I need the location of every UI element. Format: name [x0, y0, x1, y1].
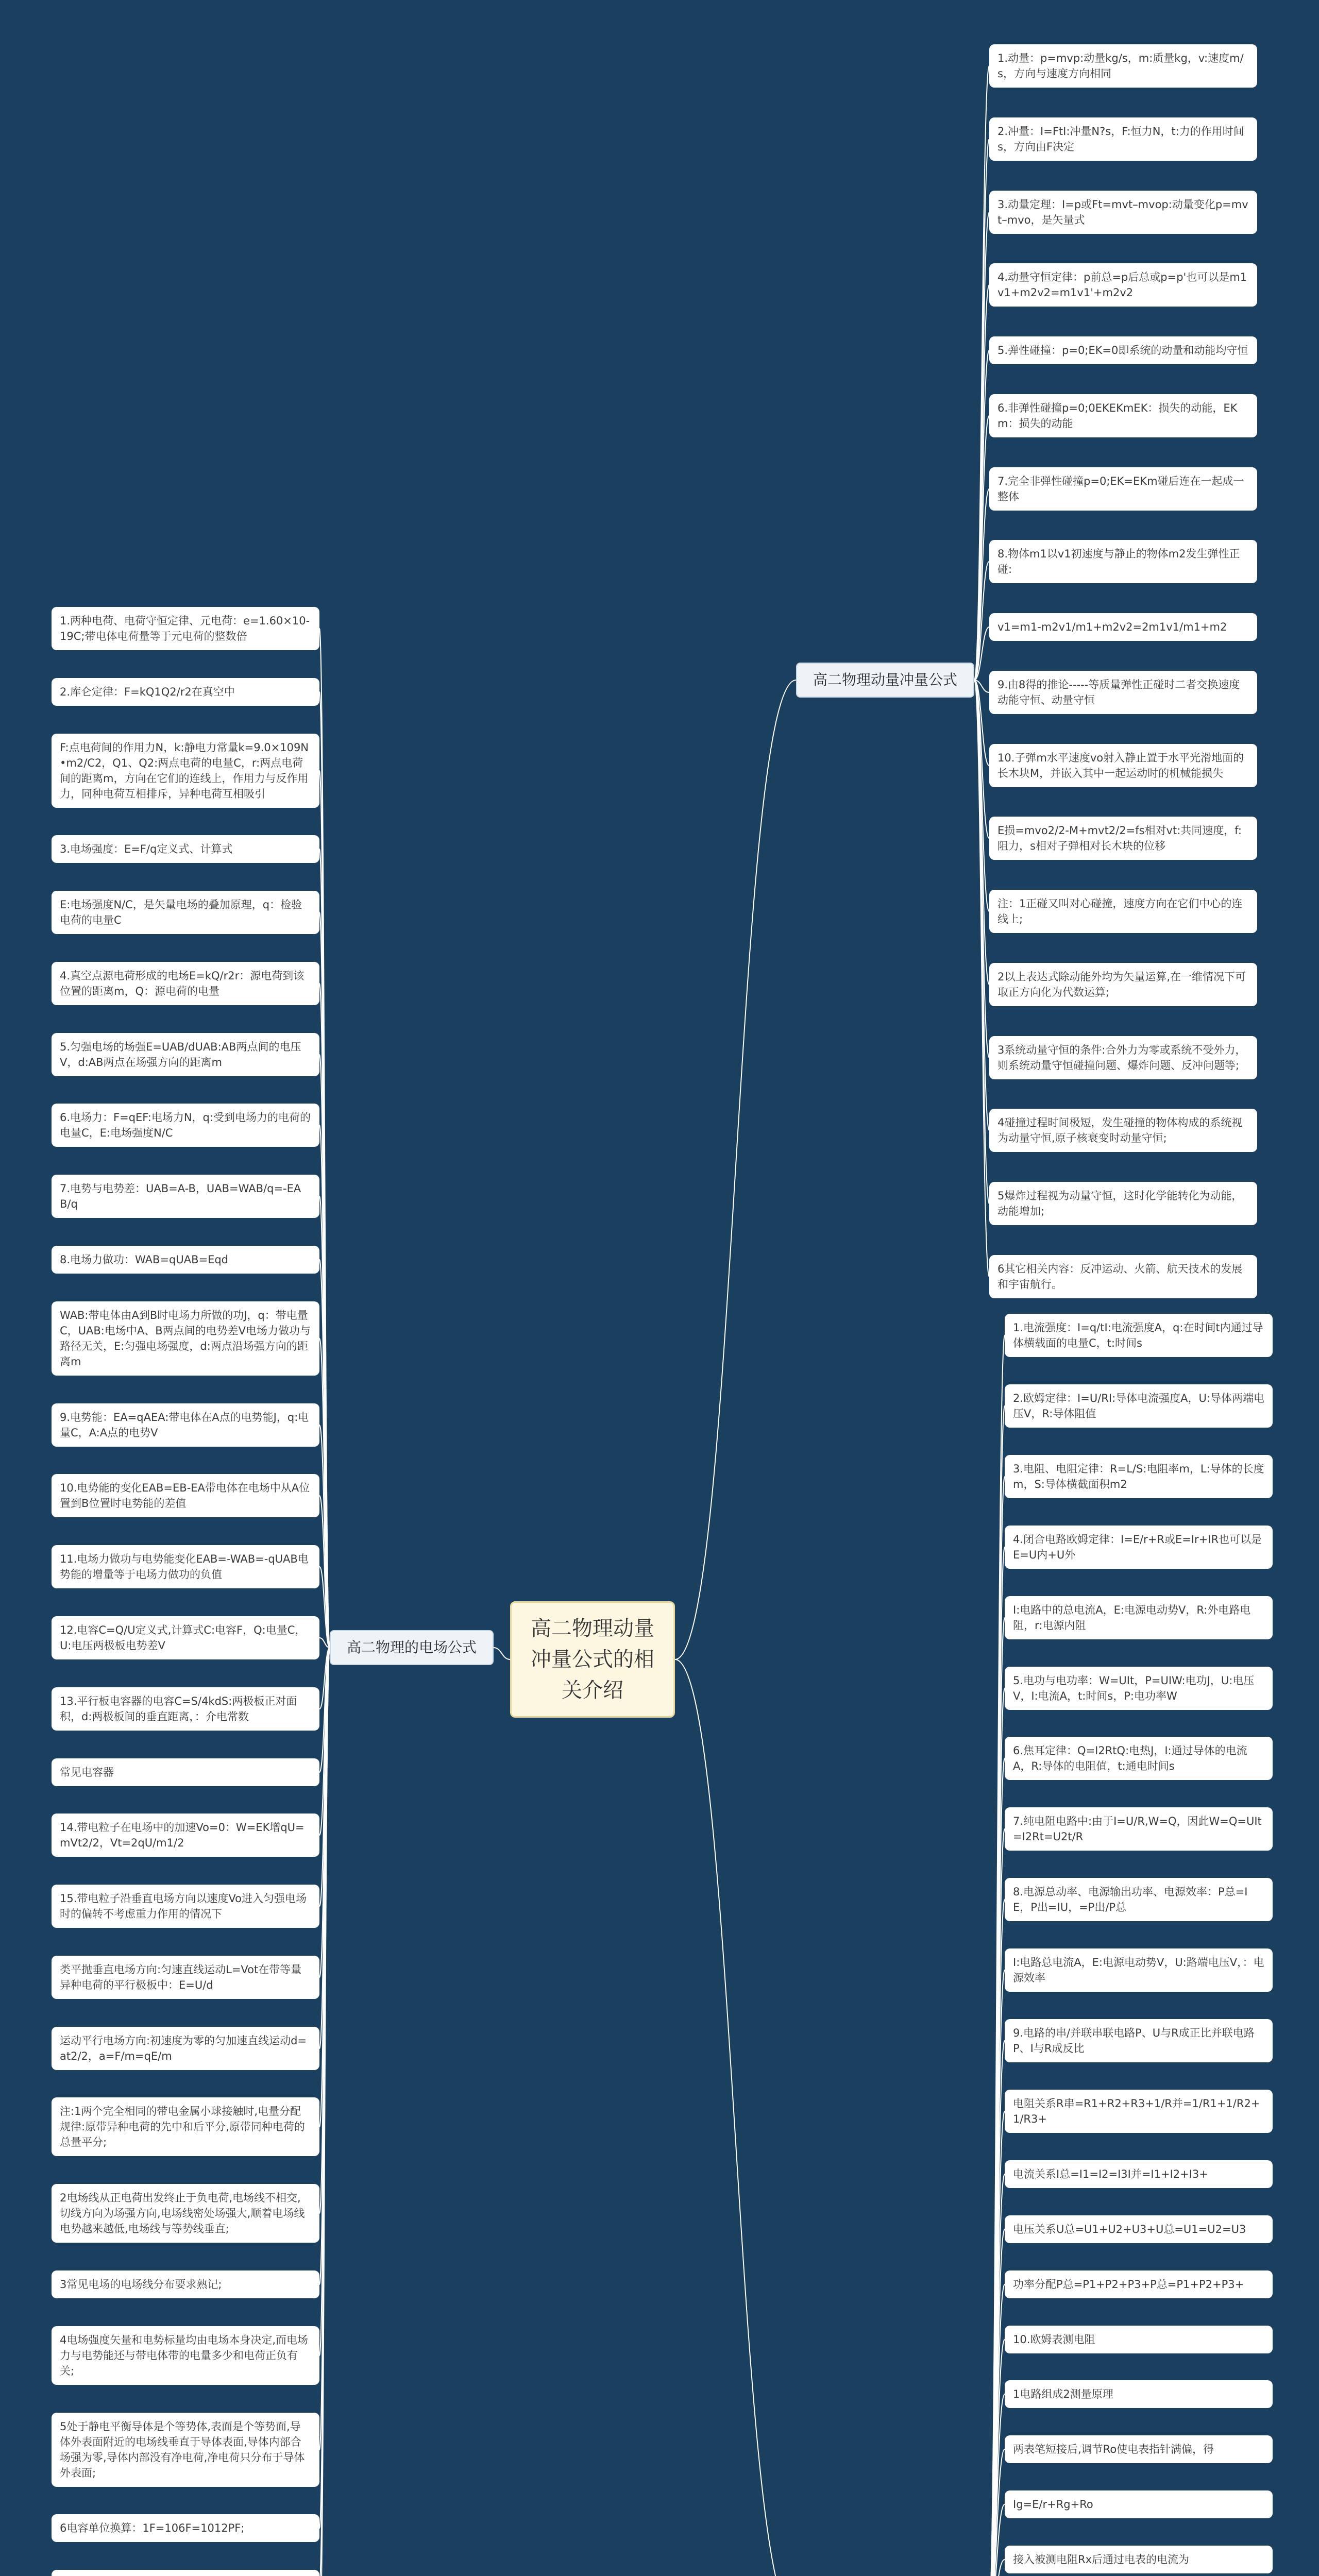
leaf-node[interactable]: 3.电阻、电阻定律：R=L/S:电阻率m，L:导体的长度m，S:导体横截面积m2 — [1005, 1455, 1273, 1498]
leaf-node[interactable]: 4.真空点源电荷形成的电场E=kQ/r2r：源电荷到该位置的距离m，Q：源电荷的电量 — [52, 962, 319, 1005]
leaf-node[interactable]: v1=m1-m2v1/m1+m2v2=2m1v1/m1+m2 — [989, 613, 1257, 641]
leaf-node[interactable]: 2.冲量：I=FtI:冲量N?s，F:恒力N，t:力的作用时间s，方向由F决定 — [989, 117, 1257, 161]
leaf-node[interactable]: 6电容单位换算：1F=106F=1012PF; — [52, 2514, 319, 2542]
leaf-node[interactable]: 12.电容C=Q/U定义式,计算式C:电容F，Q:电量C，U:电压两极板电势差V — [52, 1616, 319, 1659]
leaf-node[interactable]: 注:1两个完全相同的带电金属小球接触时,电量分配规律:原带异种电荷的先中和后平分,原带同种电荷的总量平分; — [52, 2097, 319, 2156]
link-line — [974, 139, 989, 680]
leaf-node[interactable]: 7.纯电阻电路中:由于I=U/R,W=Q，因此W=Q=UIt=I2Rt=U2t/R — [1005, 1807, 1273, 1851]
leaf-node[interactable]: 4碰撞过程时间极短，发生碰撞的物体构成的系统视为动量守恒,原子核衰变时动量守恒; — [989, 1109, 1257, 1152]
leaf-node[interactable]: 4电场强度矢量和电势标量均由电场本身决定,而电场力与电势能还与带电体带的电量多少和电荷正负有关; — [52, 2326, 319, 2385]
leaf-node[interactable]: 9.由8得的推论-----等质量弹性正碰时二者交换速度动能守恒、动量守恒 — [989, 671, 1257, 714]
leaf-node[interactable]: 14.带电粒子在电场中的加速Vo=0：W=EK增qU=mVt2/2，Vt=2qU/m1/2 — [52, 1814, 319, 1857]
leaf-node[interactable]: 6.非弹性碰撞p=0;0EKEKmEK：损失的动能，EKm：损失的动能 — [989, 394, 1257, 437]
link-line — [494, 1648, 510, 1659]
leaf-node[interactable]: E损=mvo2/2-M+mvt2/2=fs相对vt:共同速度，f:阻力，s相对子弹相对长木块的位移 — [989, 817, 1257, 860]
leaf-node[interactable]: 7.完全非弹性碰撞p=0;EK=EKm碰后连在一起成一整体 — [989, 467, 1257, 511]
leaf-node[interactable]: F:点电荷间的作用力N，k:静电力常量k=9.0×109N•m2/C2，Q1、Q2:两点电荷的电量C，r:两点电荷间的距离m，方向在它们的连线上，作用力与反作用力，同种电荷互相排斥，异种电荷互相吸引 — [52, 734, 319, 808]
leaf-node[interactable]: 3.电场强度：E=F/q定义式、计算式 — [52, 835, 319, 863]
leaf-node[interactable]: 1电路组成2测量原理 — [1005, 2380, 1273, 2408]
root-topic[interactable] — [510, 1601, 675, 1718]
leaf-node[interactable]: 2以上表达式除动能外均为矢量运算,在一维情况下可取正方向化为代数运算; — [989, 963, 1257, 1006]
leaf-node[interactable]: 类平抛垂直电场方向:匀速直线运动L=Vot在带等量异种电荷的平行极板中：E=U/d — [52, 1956, 319, 1999]
leaf-node[interactable]: I:电路总电流A，E:电源电动势V，U:路端电压V，：电源效率 — [1005, 1948, 1273, 1992]
leaf-node[interactable]: 4.闭合电路欧姆定律：I=E/r+R或E=Ir+IR也可以是E=U内+U外 — [1005, 1526, 1273, 1569]
leaf-node[interactable]: 1.电流强度：I=q/tI:电流强度A，q:在时间t内通过导体横载面的电量C，t:时间s — [1005, 1314, 1273, 1357]
leaf-node[interactable]: 8.电源总动率、电源输出功率、电源效率：P总=IE，P出=IU，=P出/P总 — [1005, 1878, 1273, 1921]
leaf-node[interactable]: 10.电势能的变化EAB=EB-EA带电体在电场中从A位置到B位置时电势能的差值 — [52, 1474, 319, 1517]
leaf-node[interactable]: 1.两种电荷、电荷守恒定律、元电荷：e=1.60×10-19C;带电体电荷量等于元电荷的整数倍 — [52, 607, 319, 650]
leaf-node[interactable]: 3.动量定理：I=p或Ft=mvt–mvop:动量变化p=mvt–mvo，是矢量式 — [989, 191, 1257, 234]
leaf-node[interactable]: 常见电容器 — [52, 1758, 319, 1786]
leaf-node[interactable]: 电阻关系R串=R1+R2+R3+1/R并=1/R1+1/R2+1/R3+ — [1005, 2090, 1273, 2133]
leaf-node[interactable]: 10.子弹m水平速度vo射入静止置于水平光滑地面的长木块M，并嵌入其中一起运动时的机械能损失 — [989, 744, 1257, 787]
leaf-node[interactable]: 功率分配P总=P1+P2+P3+P总=P1+P2+P3+ — [1005, 2270, 1273, 2298]
leaf-node[interactable]: 2.欧姆定律：I=U/RI:导体电流强度A，U:导体两端电压V，R:导体阻值 — [1005, 1384, 1273, 1428]
branch-momentum-impulse-formulas[interactable] — [796, 663, 974, 698]
leaf-node[interactable]: 5.电功与电功率：W=UIt，P=UIW:电功J，U:电压V，I:电流A，t:时间s，P:电功率W — [1005, 1667, 1273, 1710]
leaf-node[interactable]: 电流关系I总=I1=I2=I3I并=I1+I2+I3+ — [1005, 2160, 1273, 2188]
leaf-node[interactable]: 5处于静电平衡导体是个等势体,表面是个等势面,导体外表面附近的电场线垂直于导体表面,导体内部合场强为零,导体内部没有净电荷,净电荷只分布于导体外表面; — [52, 2413, 319, 2487]
link-line — [974, 212, 989, 680]
leaf-node[interactable]: 6.焦耳定律：Q=I2RtQ:电热J，I:通过导体的电流A，R:导体的电阻值，t:通电时间s — [1005, 1737, 1273, 1780]
leaf-node[interactable]: 3系统动量守恒的条件:合外力为零或系统不受外力，则系统动量守恒碰撞问题、爆炸问题、反冲问题等; — [989, 1036, 1257, 1079]
root-topic-label: 高二物理动量冲量公式的相关介绍 — [531, 1617, 654, 1702]
leaf-node[interactable]: 15.带电粒子沿垂直电场方向以速度Vo进入匀强电场时的偏转不考虑重力作用的情况下 — [52, 1885, 319, 1928]
leaf-node[interactable]: 2电场线从正电荷出发终止于负电荷,电场线不相交,切线方向为场强方向,电场线密处场强大,顺着电场线电势越来越低,电场线与等势线垂直; — [52, 2184, 319, 2243]
leaf-node[interactable]: 接入被测电阻Rx后通过电表的电流为 — [1005, 2546, 1273, 2573]
leaf-node[interactable]: E:电场强度N/C，是矢量电场的叠加原理，q：检验电荷的电量C — [52, 891, 319, 934]
leaf-node[interactable]: 6.电场力：F=qEF:电场力N，q:受到电场力的电荷的电量C，E:电场强度N/C — [52, 1104, 319, 1147]
leaf-node[interactable]: 2.库仑定律：F=kQ1Q2/r2在真空中 — [52, 678, 319, 706]
leaf-node[interactable]: 9.电势能：EA=qAEA:带电体在A点的电势能J，q:电量C，A:A点的电势V — [52, 1403, 319, 1447]
leaf-node[interactable]: 运动平行电场方向:初速度为零的匀加速直线运动d=at2/2，a=F/m=qE/m — [52, 2027, 319, 2070]
leaf-node[interactable]: 11.电场力做功与电势能变化EAB=-WAB=-qUAB电势能的增量等于电场力做功的负值 — [52, 1545, 319, 1588]
leaf-node[interactable]: 1.动量：p=mvp:动量kg/s，m:质量kg，v:速度m/s，方向与速度方向相同 — [989, 44, 1257, 88]
branch-label: 高二物理的电场公式 — [346, 1639, 477, 1656]
link-line — [675, 680, 796, 1659]
leaf-node[interactable]: 注：1正碰又叫对心碰撞，速度方向在它们中心的连线上; — [989, 890, 1257, 933]
branch-electric-field-formulas[interactable] — [330, 1630, 494, 1665]
leaf-node[interactable]: I:电路中的总电流A，E:电源电动势V，R:外电路电阻，r:电源内阻 — [1005, 1596, 1273, 1639]
link-line — [675, 1659, 796, 2576]
leaf-node[interactable]: 5.弹性碰撞：p=0;EK=0即系统的动量和动能均守恒 — [989, 336, 1257, 364]
leaf-node[interactable]: 9.电路的串/并联串联电路P、U与R成正比并联电路P、I与R成反比 — [1005, 2019, 1273, 2062]
leaf-node[interactable]: 5.匀强电场的场强E=UAB/dUAB:AB两点间的电压V，d:AB两点在场强方向的距离m — [52, 1033, 319, 1076]
leaf-node[interactable]: 4.动量守恒定律：p前总=p后总或p=p'也可以是m1v1+m2v2=m1v1'+m2v2 — [989, 263, 1257, 307]
leaf-node[interactable]: 两表笔短接后,调节Ro使电表指针满偏，得 — [1005, 2435, 1273, 2463]
leaf-node[interactable]: WAB:带电体由A到B时电场力所做的功J，q：带电量C，UAB:电场中A、B两点间的电势差V电场力做功与路径无关，E:匀强电场强度，d:两点沿场强方向的距离m — [52, 1301, 319, 1376]
leaf-node[interactable]: 8.电场力做功：WAB=qUAB=Eqd — [52, 1246, 319, 1274]
leaf-node[interactable]: 7.电势与电势差：UAB=A-B，UAB=WAB/q=-EAB/q — [52, 1175, 319, 1218]
leaf-node[interactable]: 3常见电场的电场线分布要求熟记; — [52, 2270, 319, 2298]
leaf-node[interactable]: 5爆炸过程视为动量守恒，这时化学能转化为动能，动能增加; — [989, 1182, 1257, 1225]
leaf-node[interactable]: 电压关系U总=U1+U2+U3+U总=U1=U2=U3 — [1005, 2215, 1273, 2243]
leaf-node[interactable] — [52, 2570, 319, 2576]
branch-label: 高二物理动量冲量公式 — [813, 671, 957, 688]
leaf-node[interactable]: 6其它相关内容：反冲运动、火箭、航天技术的发展和宇宙航行。 — [989, 1255, 1257, 1298]
leaf-node[interactable]: 10.欧姆表测电阻 — [1005, 2326, 1273, 2353]
leaf-node[interactable]: Ig=E/r+Rg+Ro — [1005, 2490, 1273, 2518]
leaf-node[interactable]: 13.平行板电容器的电容C=S/4kdS:两极板正对面积，d:两极板间的垂直距离，：介电常数 — [52, 1687, 319, 1731]
leaf-node[interactable]: 8.物体m1以v1初速度与静止的物体m2发生弹性正碰: — [989, 540, 1257, 583]
